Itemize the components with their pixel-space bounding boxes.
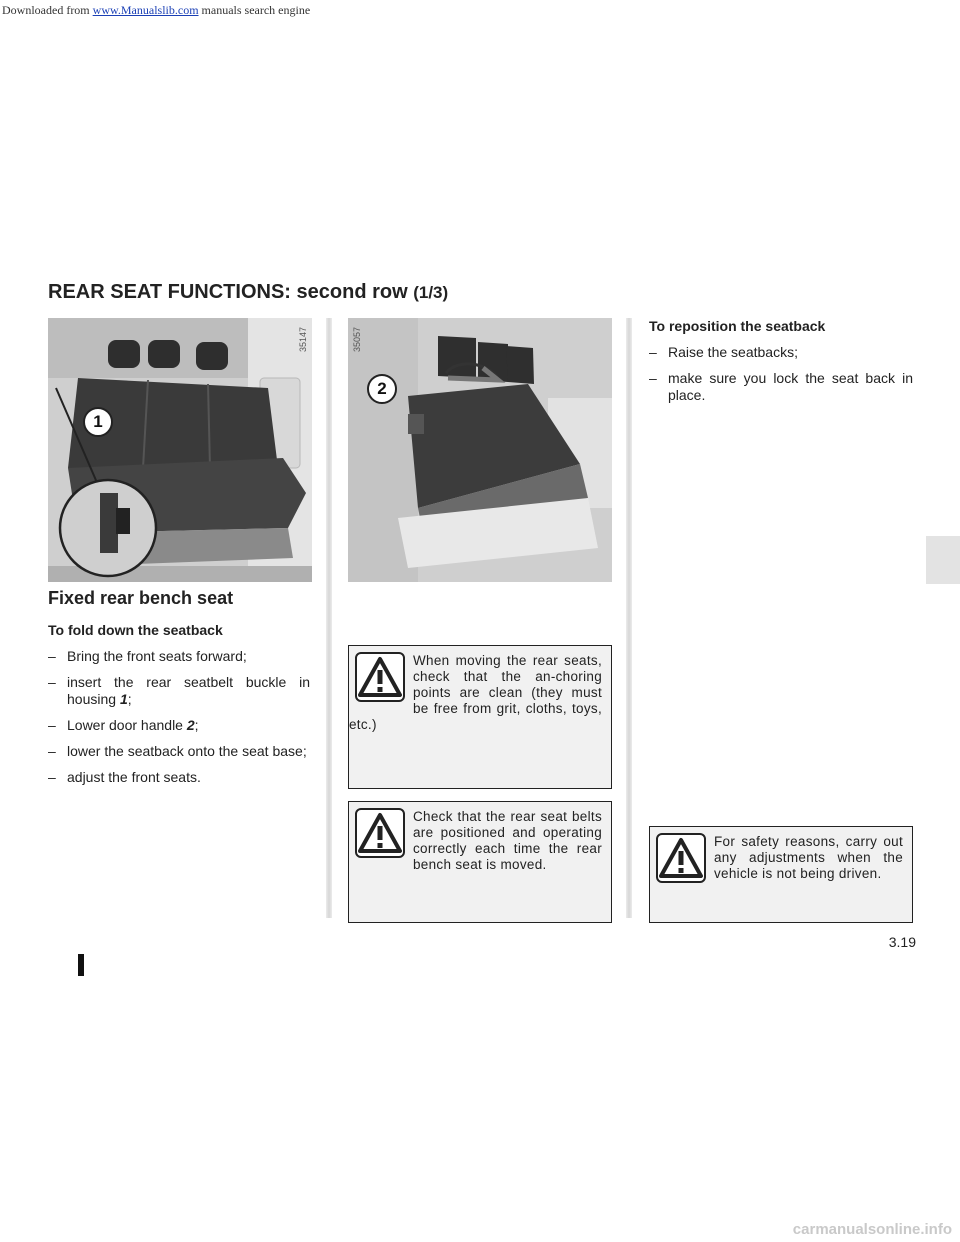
- reposition-steps: [649, 344, 913, 404]
- warning-triangle-icon: [656, 833, 706, 883]
- reposition-title: To reposition the seatback: [649, 318, 826, 334]
- warning-triangle-icon: [355, 808, 405, 858]
- warning-triangle-icon: [355, 652, 405, 702]
- fold-title: To fold down the seatback: [48, 622, 223, 638]
- list-item: – make sure you lock the seat back in place.: [649, 370, 913, 404]
- bench-seat-illustration: [48, 318, 312, 582]
- page-title: [48, 281, 448, 304]
- step-text: ;: [127, 691, 132, 707]
- folded-seatback-illustration: [348, 318, 612, 582]
- list-item: – Bring the front seats forward;: [48, 648, 310, 665]
- reposition-instructions: [649, 318, 913, 413]
- warning-text: Check that the rear seat belts are positioned and operating correctly each time the rear bench seat is moved.: [413, 809, 602, 872]
- list-item: – adjust the front seats.: [48, 769, 310, 786]
- step-text: Lower door handle: [67, 717, 187, 733]
- list-item: [48, 717, 310, 734]
- warning-box: [649, 826, 913, 923]
- callout-1: 1: [83, 407, 113, 437]
- figure-ref-left: 35147: [298, 326, 308, 352]
- page-number: 3.19: [888, 934, 916, 950]
- list-item: – lower the seatback onto the seat base;: [48, 743, 310, 760]
- page-title-part: (1/3): [413, 283, 449, 302]
- list-item: – Raise the seatbacks;: [649, 344, 913, 361]
- chapter-tab: [926, 536, 960, 584]
- bench-seat-photo: [48, 318, 312, 582]
- step-text: insert the rear seatbelt buckle in housing: [67, 674, 310, 707]
- figure-ref-right: 35057: [352, 326, 362, 352]
- step-text: ;: [194, 717, 199, 733]
- step-ref: 2: [186, 717, 195, 733]
- folded-seatback-photo: [348, 318, 612, 582]
- warning-box: [348, 801, 612, 923]
- column-divider: [326, 318, 332, 918]
- watermark: carmanualsonline.info: [792, 1221, 952, 1238]
- page-title-main: REAR SEAT FUNCTIONS: second row: [48, 281, 414, 303]
- section-heading: Fixed rear bench seat: [48, 588, 234, 608]
- fold-steps: [48, 648, 310, 786]
- column-divider: [626, 318, 632, 918]
- warning-box: [348, 645, 612, 789]
- page-mark: [78, 954, 84, 976]
- banner-suffix: manuals search engine: [198, 3, 311, 17]
- callout-2: 2: [367, 374, 397, 404]
- manualslib-link[interactable]: www.Manualslib.com: [92, 3, 199, 17]
- download-banner: [2, 3, 310, 18]
- list-item: [48, 674, 310, 708]
- fold-instructions: [48, 622, 310, 795]
- warning-text: When moving the rear seats, check that the an-choring points are clean (they must be free from grit, cloths, toys, etc.): [349, 653, 602, 732]
- warning-text: For safety reasons, carry out any adjustments when the vehicle is not being driven.: [714, 834, 903, 881]
- banner-prefix: Downloaded from: [2, 3, 93, 17]
- step-ref: 1: [119, 691, 128, 707]
